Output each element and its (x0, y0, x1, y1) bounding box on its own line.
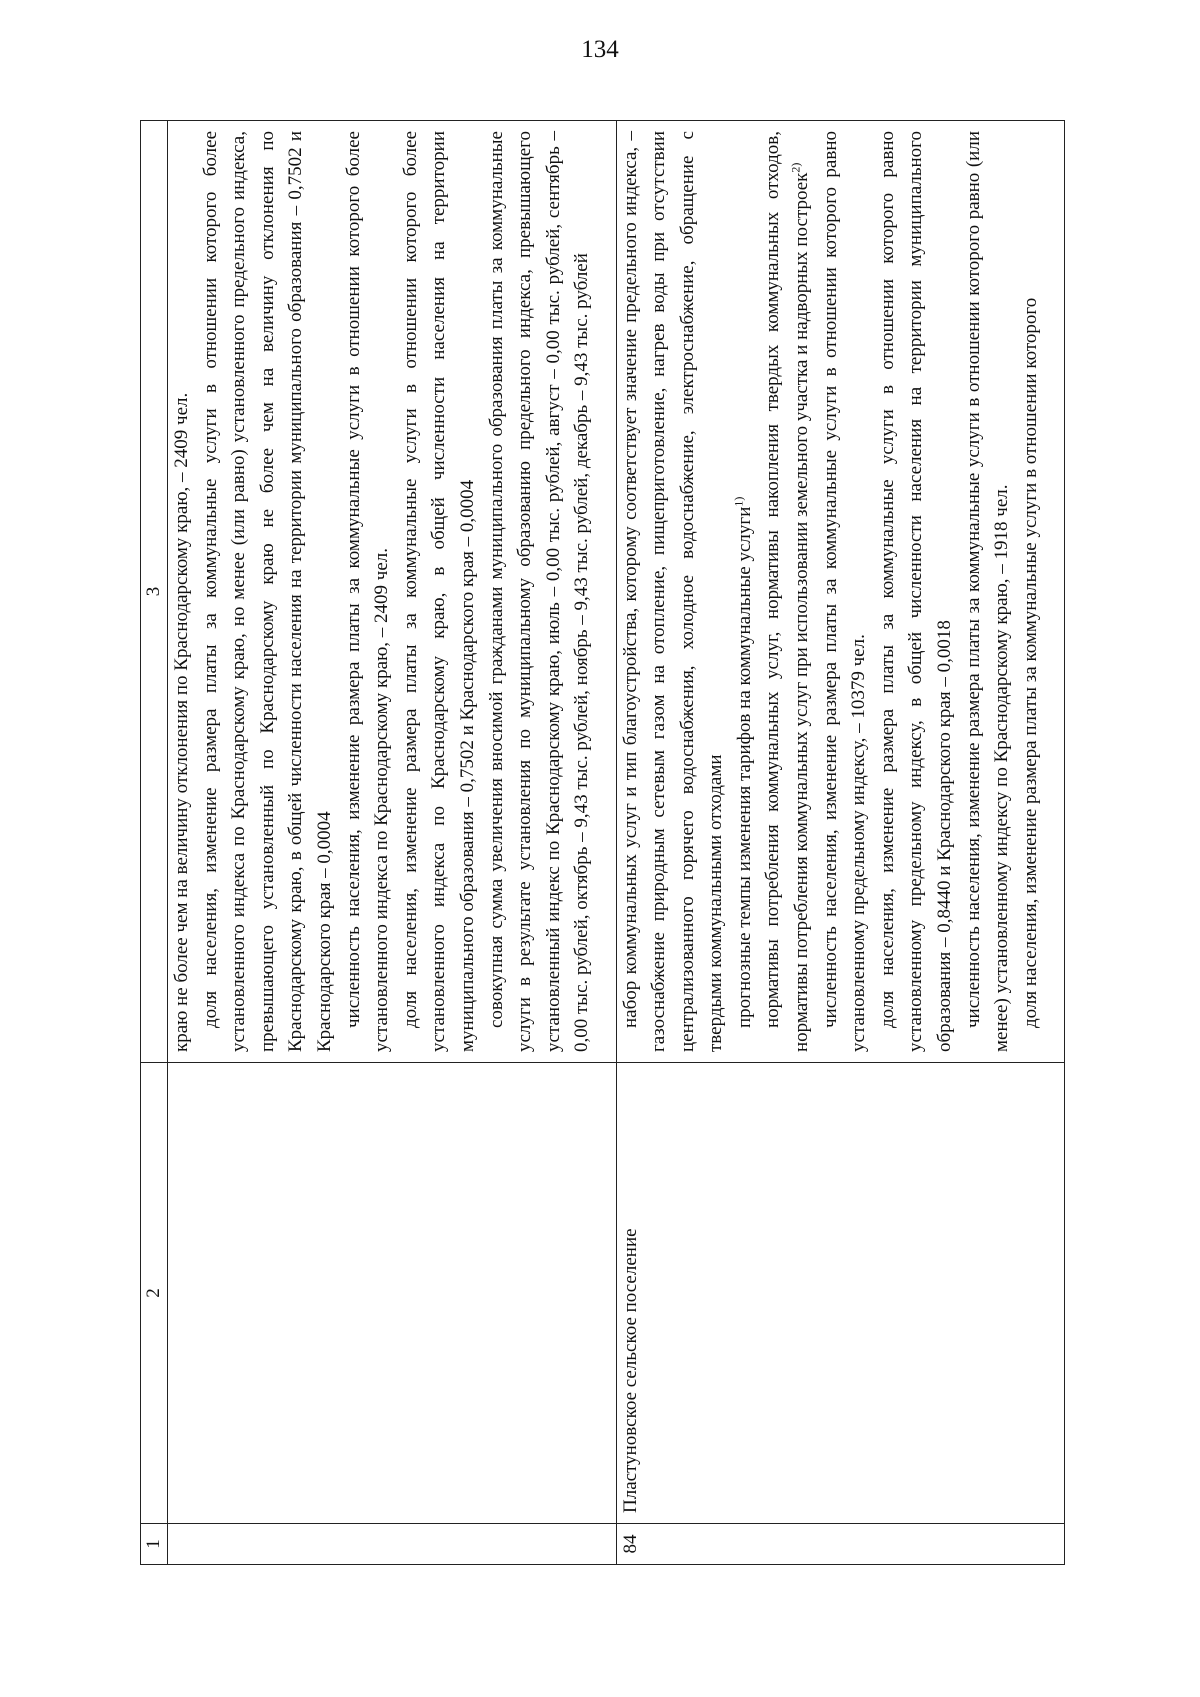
table-row (616, 121, 1065, 1565)
row-number: 84 (619, 1534, 641, 1554)
paragraph-text: численность населения, изменение размера платы за коммунальные услуги в отношении которого более установленного индекса по Краснодарскому краю, – 2409 чел. (342, 131, 393, 1052)
paragraph-text: численность населения, изменение размера платы за коммунальные услуги в отношении которого равно установленному предельному индексу, – 10379 чел. (819, 131, 870, 1052)
paragraph-text: краю не более чем на величину отклонения по Краснодарскому краю, – 2409 чел. (171, 392, 192, 1052)
row-number-cell (168, 1524, 617, 1565)
description-paragraph (960, 131, 1017, 1052)
row-details-cell (168, 121, 617, 1063)
paragraph-text: доля населения, изменение размера платы за коммунальные услуги в отношении которого более установленного индекса по Краснодарскому краю, в общей численности населения на территории муниципального образования – 0,7502 и Краснодарского края – 0,0004 (399, 131, 478, 1052)
description-paragraph (874, 131, 960, 1052)
header-col-2: 2 (141, 1063, 168, 1524)
description-paragraph (617, 131, 731, 1052)
description-paragraph (817, 131, 874, 1052)
row-name: Пластуновское сельское поселение (619, 1228, 641, 1513)
table-row (168, 121, 617, 1565)
paragraph-text: доля населения, изменение размера платы за коммунальные услуги в отношении которого (1019, 297, 1041, 1028)
header-col-3: 3 (141, 121, 168, 1063)
description-paragraph (168, 131, 197, 1052)
paragraph-text: доля населения, изменение размера платы за коммунальные услуги в отношении которого более установленного индекса по Краснодарскому краю, но менее (или равно) установленного предельного индекса, превышающего установленный по Краснодарскому краю не более чем на величину отклонения по Краснодарскому краю, в общей численности населения на территории муниципального образования – 0,7502 и Краснодарского края – 0,0004 (199, 131, 335, 1052)
paragraph-text: доля населения, изменение размера платы за коммунальные услуги в отношении которого равно установленному предельному индексу, в общей численности населения на территории муниципального образования – 0,8440 и Краснодарского края – 0,0018 (876, 131, 956, 1052)
description-paragraph (197, 131, 340, 1052)
row-name-cell (168, 1063, 617, 1524)
row-details (168, 131, 597, 1052)
data-table (140, 120, 1065, 1565)
paragraph-text: численность населения, изменение размера платы за коммунальные услуги в отношении которого равно (или менее) установленному индексу по Краснодарскому краю, – 1918 чел. (962, 131, 1013, 1052)
description-paragraph (340, 131, 397, 1052)
table-header-row (141, 121, 168, 1565)
paragraph-text: прогнозные темпы изменения тарифов на коммунальные услуги (733, 506, 755, 1028)
rotated-table-container (140, 120, 1065, 1565)
description-paragraph (1017, 131, 1046, 1052)
row-details (617, 131, 1046, 1052)
paragraph-text: совокупная сумма увеличения вносимой гражданами муниципального образования платы за коммунальные услуги в результате установления по муниципальному образованию предельного индекса, превышающего установленный индекс по Краснодарскому краю, июль – 0,00 тыс. рублей, август – 0,00 тыс. рублей, сентябрь – 0,00 тыс. рублей, октябрь – 9,43 тыс. рублей, ноябрь – 9,43 тыс. рублей, декабрь – 9,43 тыс. рублей (485, 131, 593, 1052)
row-details-cell (616, 121, 1065, 1063)
description-paragraph (731, 131, 760, 1052)
paragraph-text: набор коммунальных услуг и тип благоустройства, которому соответствует значение предельного индекса, – газоснабжение природным сетевым газом на отопление, пищеприготовление, нагрев воды при отсутствии централизованного горячего водоснабжения, холодное водоснабжение, электроснабжение, обращение с твердыми коммунальными отходами (619, 131, 727, 1052)
row-number-cell (616, 1524, 1065, 1565)
row-name-cell (616, 1063, 1065, 1524)
page-number: 134 (581, 36, 619, 63)
description-paragraph (397, 131, 483, 1052)
paragraph-text: нормативы потребления коммунальных услуг, нормативы накопления твердых коммунальных отходов, нормативы потребления коммунальных услуг при использовании земельного участка и надворных построек (762, 131, 813, 1052)
header-col-1: 1 (141, 1524, 168, 1565)
description-paragraph (483, 131, 597, 1052)
description-paragraph (759, 131, 816, 1052)
footnote-marker: 2) (788, 162, 803, 173)
footnote-marker: 1) (731, 496, 746, 507)
